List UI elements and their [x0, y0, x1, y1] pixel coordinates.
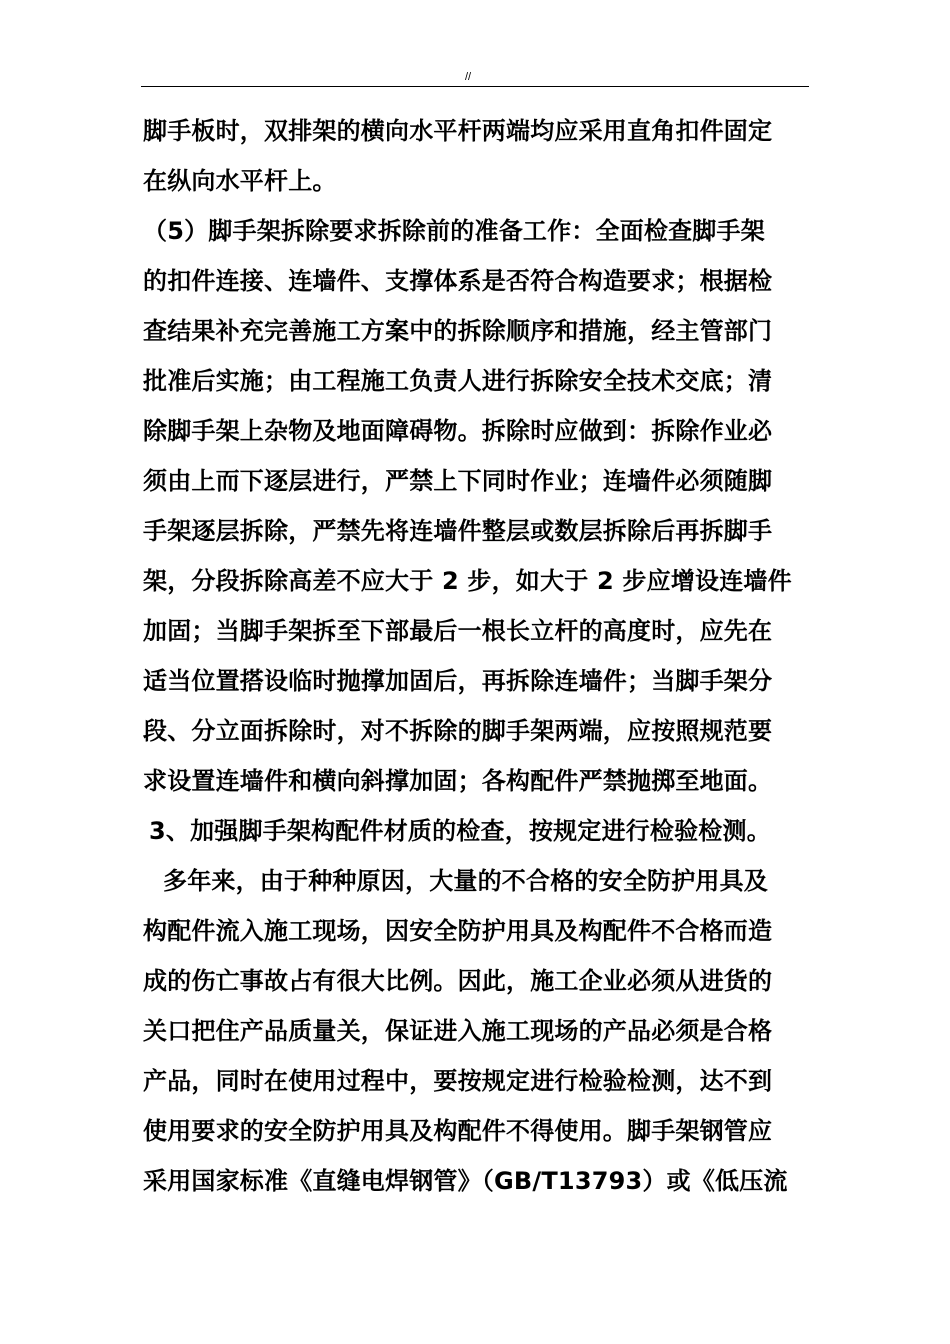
- text-line: 求设置连墙件和横向斜撑加固；各构配件严禁抛掷至地面。: [143, 767, 773, 795]
- body-text: [143, 106, 823, 1206]
- text-line: 使用要求的安全防护用具及构配件不得使用。脚手架钢管应: [143, 1117, 773, 1145]
- text-line: 关口把住产品质量关，保证进入施工现场的产品必须是合格: [143, 1017, 773, 1045]
- paragraph-first-line: 多年来，由于种种原因，大量的不合格的安全防护用具及: [163, 867, 768, 895]
- text-line: （5）脚手架拆除要求拆除前的准备工作：全面检查脚手架: [143, 217, 765, 245]
- text-line: 在纵向水平杆上。: [143, 167, 337, 195]
- text-line: 须由上而下逐层进行，严禁上下同时作业；连墙件必须随脚: [143, 467, 773, 495]
- text-line: 手架逐层拆除，严禁先将连墙件整层或数层拆除后再拆脚手: [143, 517, 773, 545]
- text-line: 构配件流入施工现场，因安全防护用具及构配件不合格而造: [143, 917, 773, 945]
- text-line: 除脚手架上杂物及地面障碍物。拆除时应做到：拆除作业必: [143, 417, 773, 445]
- text-line: 成的伤亡事故占有很大比例。因此，施工企业必须从进货的: [143, 967, 773, 995]
- text-line: 段、分立面拆除时，对不拆除的脚手架两端，应按照规范要: [143, 717, 773, 745]
- text-line: 查结果补充完善施工方案中的拆除顺序和措施，经主管部门: [143, 317, 773, 345]
- text-line: 适当位置搭设临时抛撑加固后，再拆除连墙件；当脚手架分: [143, 667, 773, 695]
- header-mark: //: [465, 71, 472, 83]
- text-line: 脚手板时，双排架的横向水平杆两端均应采用直角扣件固定: [143, 117, 773, 145]
- text-line: 的扣件连接、连墙件、支撑体系是否符合构造要求；根据检: [143, 267, 773, 295]
- section-heading: 3、加强脚手架构配件材质的检查，按规定进行检验检测。: [149, 817, 771, 845]
- text-line: 加固；当脚手架拆至下部最后一根长立杆的高度时，应先在: [143, 617, 773, 645]
- text-line: 批准后实施；由工程施工负责人进行拆除安全技术交底；清: [143, 367, 773, 395]
- header-rule: [141, 86, 809, 87]
- text-line: 产品，同时在使用过程中，要按规定进行检验检测，达不到: [143, 1067, 773, 1095]
- text-line: 架，分段拆除高差不应大于 2 步，如大于 2 步应增设连墙件: [143, 567, 792, 595]
- text-line: 采用国家标准《直缝电焊钢管》（GB/T13793）或《低压流: [143, 1167, 788, 1195]
